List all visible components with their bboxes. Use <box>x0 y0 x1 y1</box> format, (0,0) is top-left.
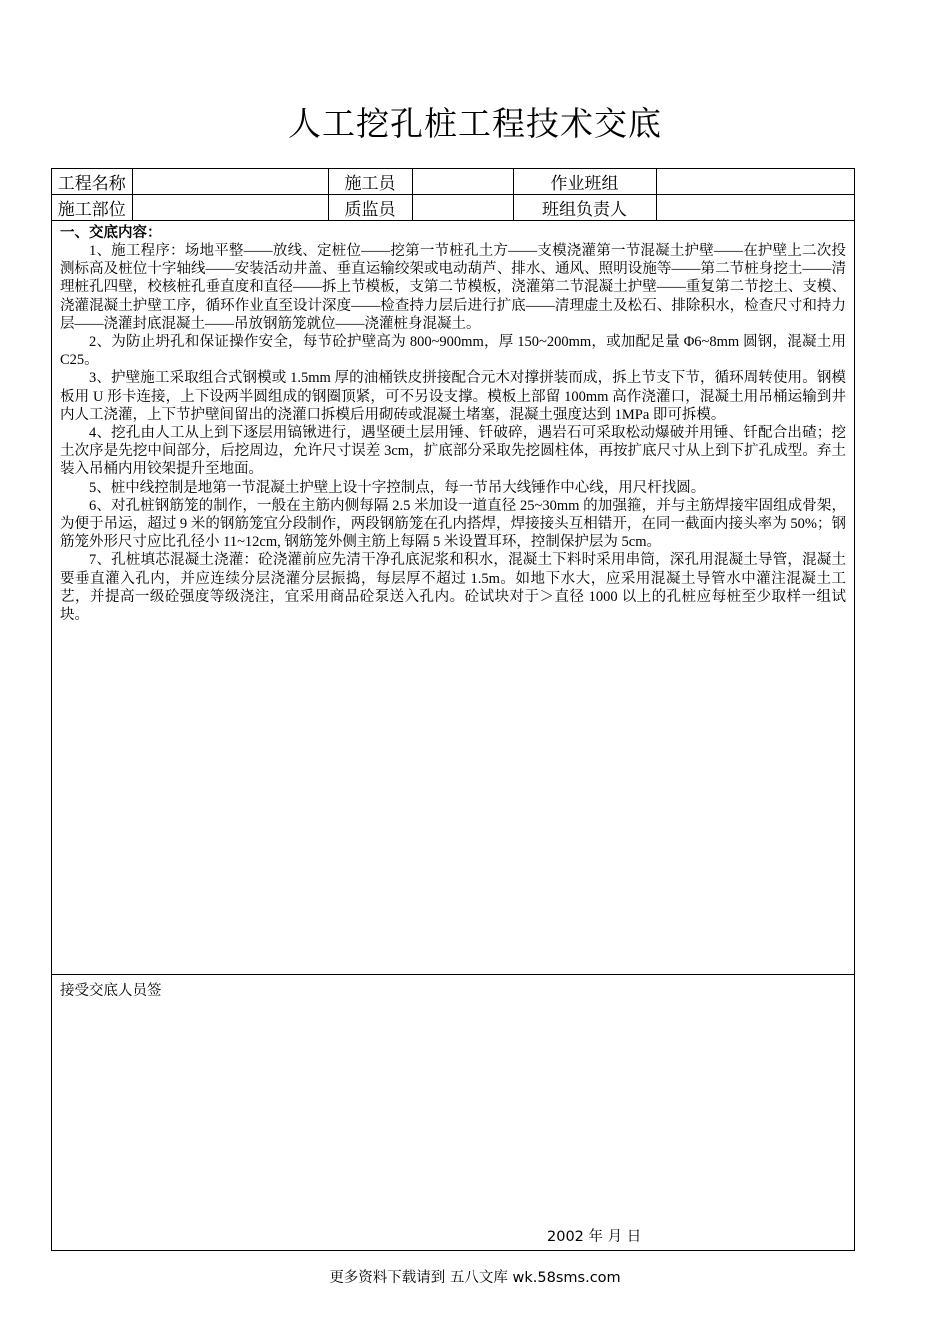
paragraph-1: 1、施工程序：场地平整——放线、定桩位——挖第一节桩孔土方——支模浇灌第一节混凝土护壁——在护壁上二次投测标高及桩位十字轴线——安装活动井盖、垂直运输绞架或电动葫芦、排水、通风、照明设施等——第二节桩身挖土——清理桩孔四壁，校核桩孔垂直度和直径——拆上节模板，支第二节模板，浇灌第二节混凝土护壁——重复第二节挖土、支模、浇灌混凝土护壁工序，循环作业直至设计深度——检查持力层后进行扩底——清理虚土及松石、排除积水，检查尺寸和持力层——浇灌封底混凝土——吊放钢筋笼就位——浇灌桩身混凝土。 <box>60 243 846 332</box>
constructor-value <box>412 169 513 195</box>
paragraph-4: 4、挖孔由人工从上到下逐层用镐锹进行，遇坚硬土层用锤、钎破碎，遇岩石可采取松动爆破并用锤、钎配合出碴；挖土次序是先挖中间部分，后挖周边，允许尺寸误差 3cm，扩底部分采取先挖圆柱体，再按扩底尺寸从上到下扩孔成型。弃土装入吊桶内用铰架提升至地面。 <box>60 425 846 478</box>
paragraph-7: 7、孔桩填芯混凝土浇灌：砼浇灌前应先清干净孔底泥浆和积水，混凝土下料时采用串筒，深孔用混凝土导管，混凝土要垂直灌入孔内，并应连续分层浇灌分层振捣，每层厚不超过 1.5m。如地下水大，应采用混凝土导管水中灌注混凝土工艺，并提高一级砼强度等级浇注，宜采用商品砼泵送入孔内。砼试块对于＞直径 1000 以上的孔桩应每桩至少取样一组试块。 <box>60 552 846 624</box>
table-row <box>52 169 854 195</box>
disclosure-form <box>51 168 855 1251</box>
header-info-table <box>52 169 854 221</box>
project-name-label: 工程名称 <box>52 169 132 195</box>
paragraph-6: 6、对孔桩钢筋笼的制作，一般在主筋内侧每隔 2.5 米加设一道直径 25~30mm 的加强箍，并与主筋焊接牢固组成骨架，为便于吊运，超过 9 米的钢筋笼宜分段制作，两段钢筋笼在孔内搭焊，焊接接头互相错开，在同一截面内接头率为 50%；钢筋笼外形尺寸应比孔径小 11~12cm, 钢筋笼外侧主筋上每隔 5 米设置耳环，控制保护层为 5cm。 <box>60 497 846 551</box>
paragraph-5: 5、桩中线控制是地第一节混凝土护壁上设十字控制点，每一节吊大线锤作中心线，用尺杆找圆。 <box>89 479 706 496</box>
construction-part-value <box>132 195 328 221</box>
quality-inspector-value <box>412 195 513 221</box>
table-row <box>52 195 854 221</box>
document-title: 人工挖孔桩工程技术交底 <box>288 104 662 143</box>
content-heading: 一、交底内容： <box>60 225 162 241</box>
constructor-label: 施工员 <box>328 169 412 195</box>
signature-label: 接受交底人员签 <box>60 983 162 999</box>
project-name-value <box>132 169 328 195</box>
work-team-label: 作业班组 <box>513 169 656 195</box>
construction-part-label: 施工部位 <box>52 195 132 221</box>
footer-link-text: 更多资料下载请到 五八文库 wk.58sms.com <box>329 1270 621 1286</box>
quality-inspector-label: 质监员 <box>328 195 412 221</box>
paragraph-3: 3、护壁施工采取组合式钢模或 1.5mm 厚的油桶铁皮拼接配合元木对撑拼装而成，拆上节支下节，循环周转使用。钢模板用 U 形卡连接，上下设两半圆组成的钢圈顶紧，可不另设支撑。模板上部留 100mm 高作浇灌口，混凝土用吊桶运输到井内人工浇灌，上下节护壁间留出的浇灌口拆模后用砌砖或混凝土堵塞，混凝土强度达到 1MPa 即可拆模。 <box>60 370 846 423</box>
signature-date: 2002 年 月 日 <box>547 1229 642 1245</box>
signature-section <box>52 975 854 1250</box>
team-leader-label: 班组负责人 <box>513 195 656 221</box>
disclosure-content <box>52 223 854 975</box>
paragraph-2: 2、为防止坍孔和保证操作安全，每节砼护壁高为 800~900mm，厚 150~200mm，或加配足量 Φ6~8mm 圆钢，混凝土用 C25。 <box>60 334 846 369</box>
team-leader-value <box>656 195 854 221</box>
work-team-value <box>656 169 854 195</box>
